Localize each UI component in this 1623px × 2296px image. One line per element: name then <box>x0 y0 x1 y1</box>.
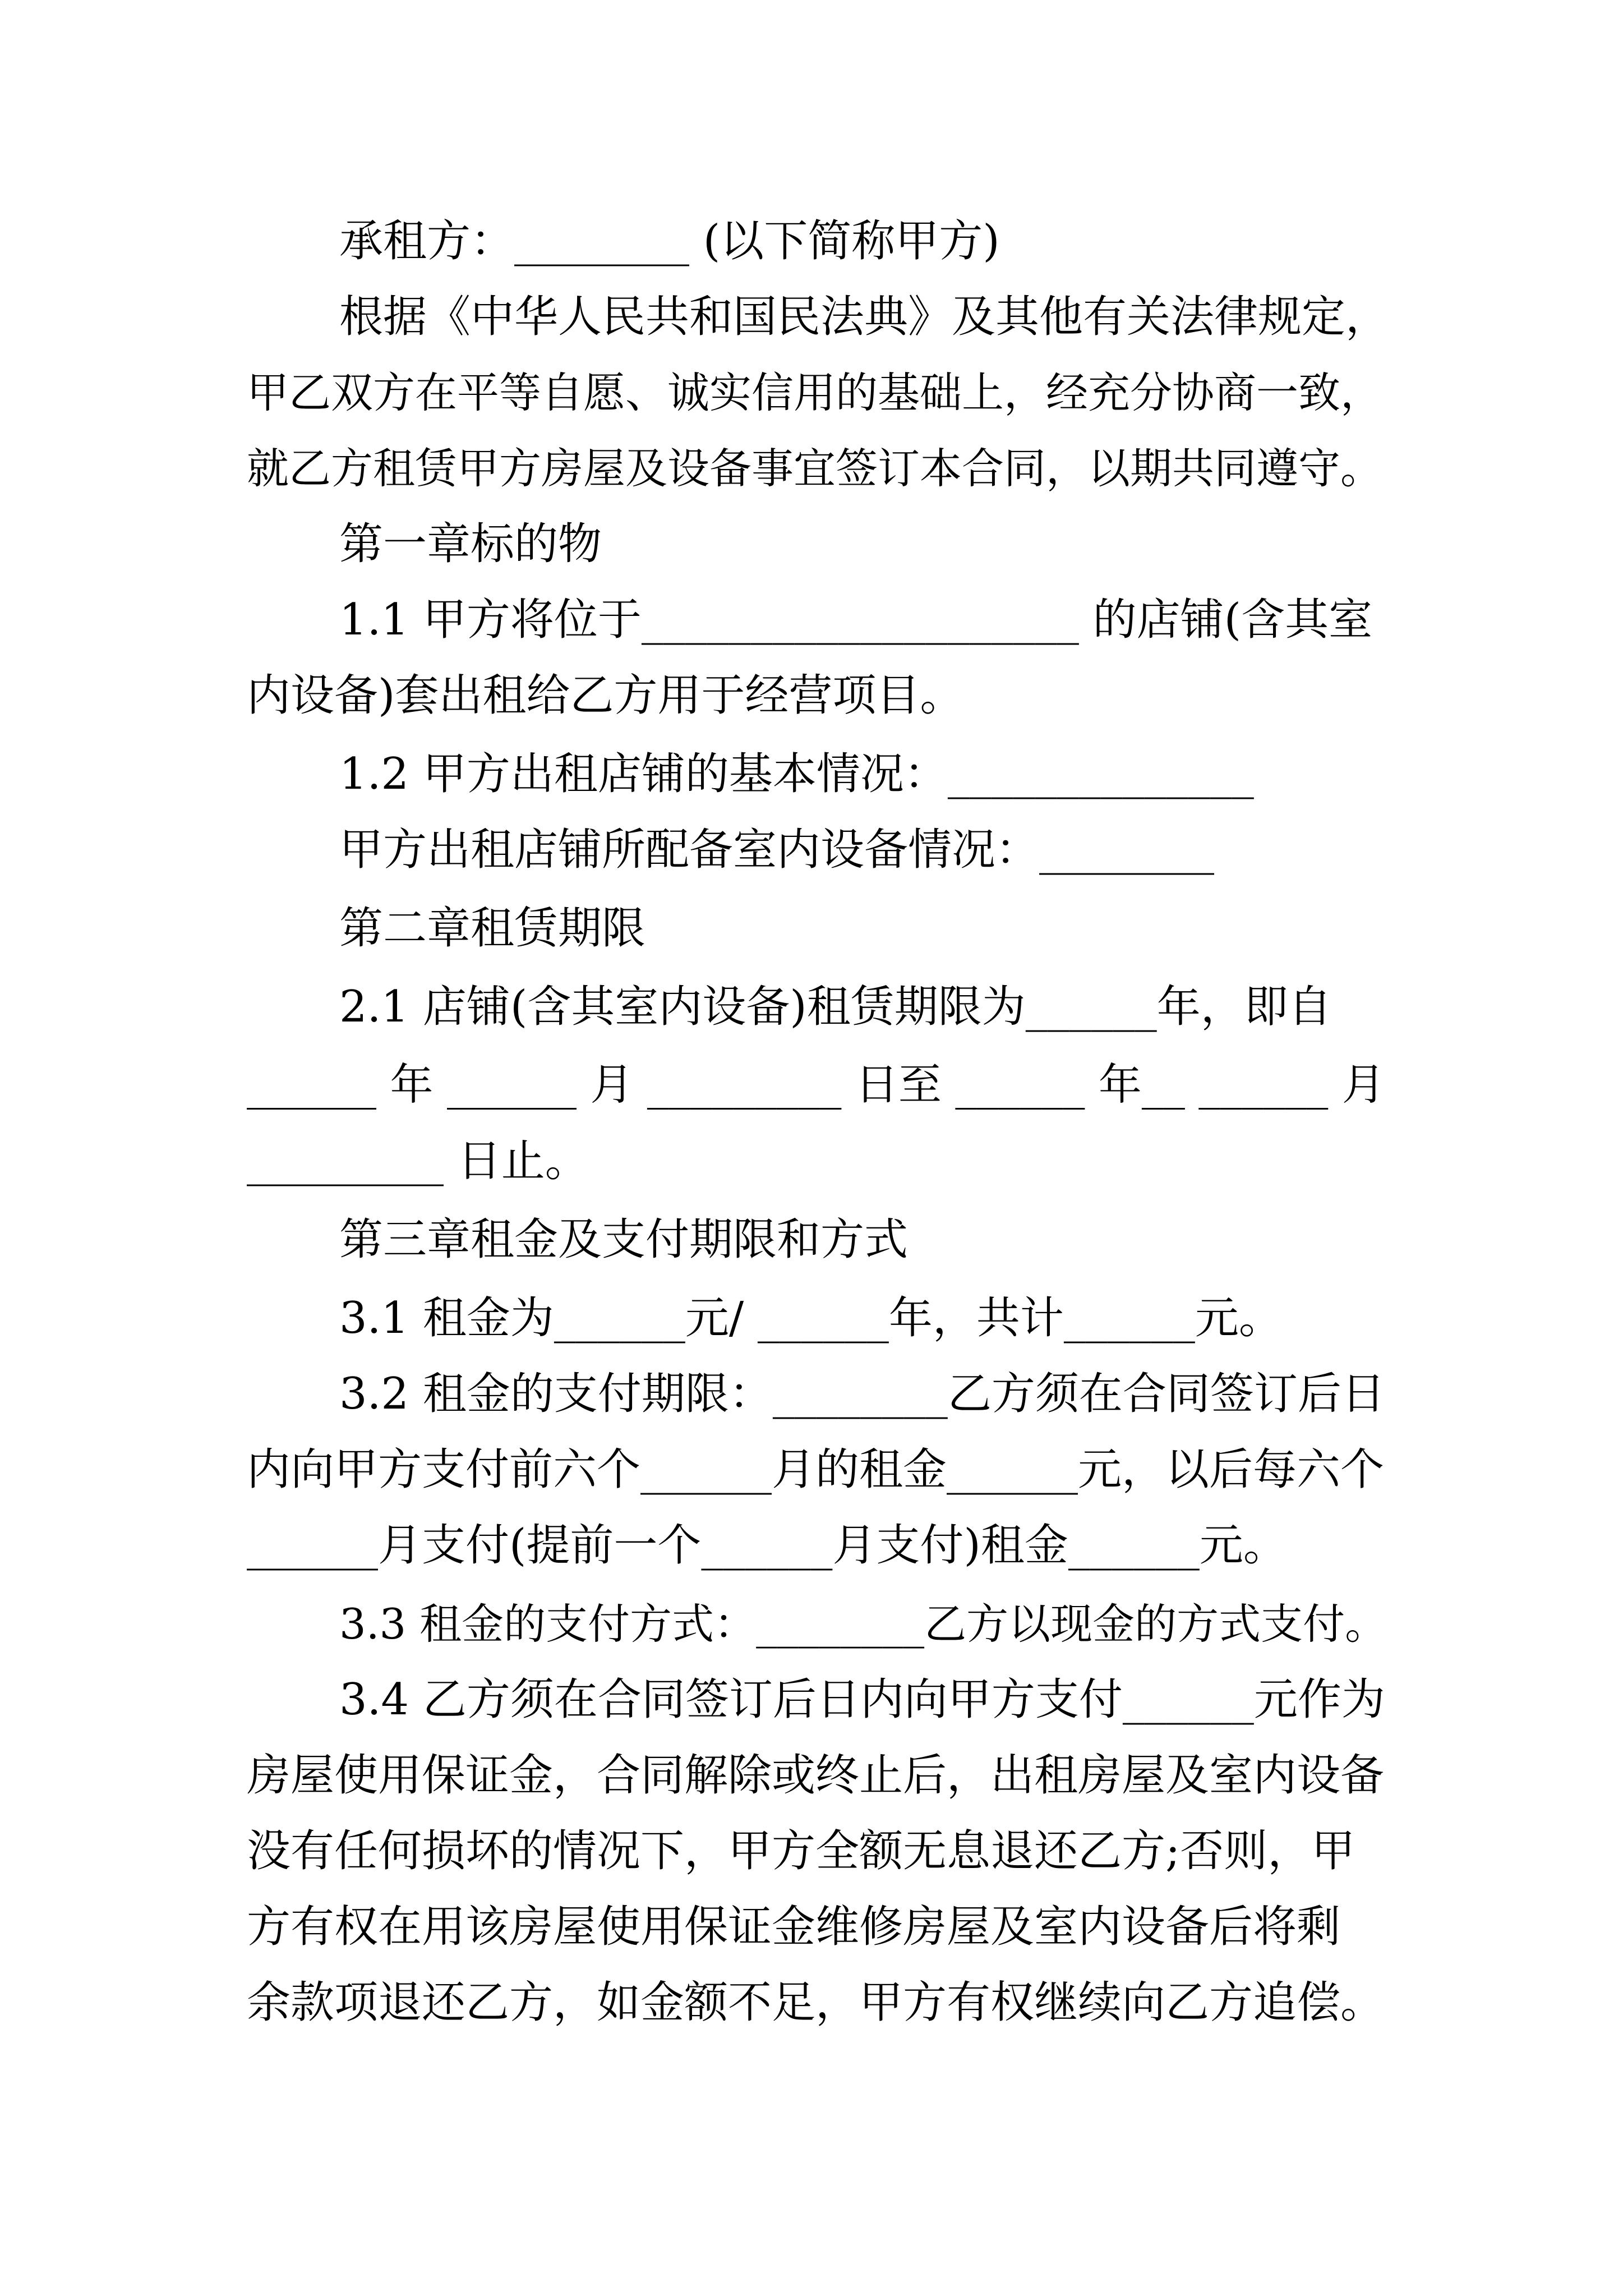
clause-line: 方有权在用该房屋使用保证金维修房屋及室内设备后将剩 <box>247 1902 1341 1952</box>
chapter-heading: 第三章租金及支付期限和方式 <box>339 1214 909 1265</box>
clause-line: 没有任何损坏的情况下，甲方全额无息退还乙方;否则，甲 <box>247 1826 1355 1876</box>
clause-line: _________ 日止。 <box>247 1136 589 1186</box>
clause-line: 内向甲方支付前六个______月的租金______元，以后每六个 <box>247 1444 1385 1495</box>
clause-line: 甲方出租店铺所配备室内设备情况：________ <box>339 825 1215 875</box>
clause-line: 余款项退还乙方，如金额不足，甲方有权继续向乙方追偿。 <box>247 1977 1385 2028</box>
clause-line: 内设备)套出租给乙方用于经营项目。 <box>247 670 964 721</box>
clause-line: 房屋使用保证金，合同解除或终止后，出租房屋及室内设备 <box>247 1750 1385 1801</box>
clause-line: 1.1 甲方将位于____________________ 的店铺(含其室 <box>339 595 1373 645</box>
clause-line: ______ 年 ______ 月 _________ 日至 ______ 年__ ______ 月 <box>247 1060 1385 1110</box>
clause-line: 3.3 租金的支付方式：________乙方以现金的方式支付。 <box>339 1599 1387 1649</box>
chapter-heading: 第二章租赁期限 <box>339 903 646 954</box>
clause-line: 1.2 甲方出租店铺的基本情况：______________ <box>339 749 1254 799</box>
body-line: 根据《中华人民共和国民法典》及其他有关法律规定， <box>339 292 1390 342</box>
chapter-heading: 第一章标的物 <box>339 519 602 569</box>
clause-line: 3.1 租金为______元/ ______年，共计______元。 <box>339 1293 1283 1343</box>
body-line: 就乙方租赁甲方房屋及设备事宜签订本合同，以期共同遵守。 <box>247 444 1383 493</box>
lessee-line: 承租方：________ (以下简称甲方) <box>339 216 1000 266</box>
clause-line: 3.4 乙方须在合同签订后日内向甲方支付______元作为 <box>339 1674 1385 1725</box>
clause-line: 2.1 店铺(含其室内设备)租赁期限为______年，即自 <box>339 982 1332 1032</box>
clause-line: ______月支付(提前一个______月支付)租金______元。 <box>247 1520 1287 1571</box>
body-line: 甲乙双方在平等自愿、诚实信用的基础上，经充分协商一致， <box>247 368 1383 417</box>
clause-line: 3.2 租金的支付期限：________乙方须在合同签订后日 <box>339 1369 1385 1419</box>
